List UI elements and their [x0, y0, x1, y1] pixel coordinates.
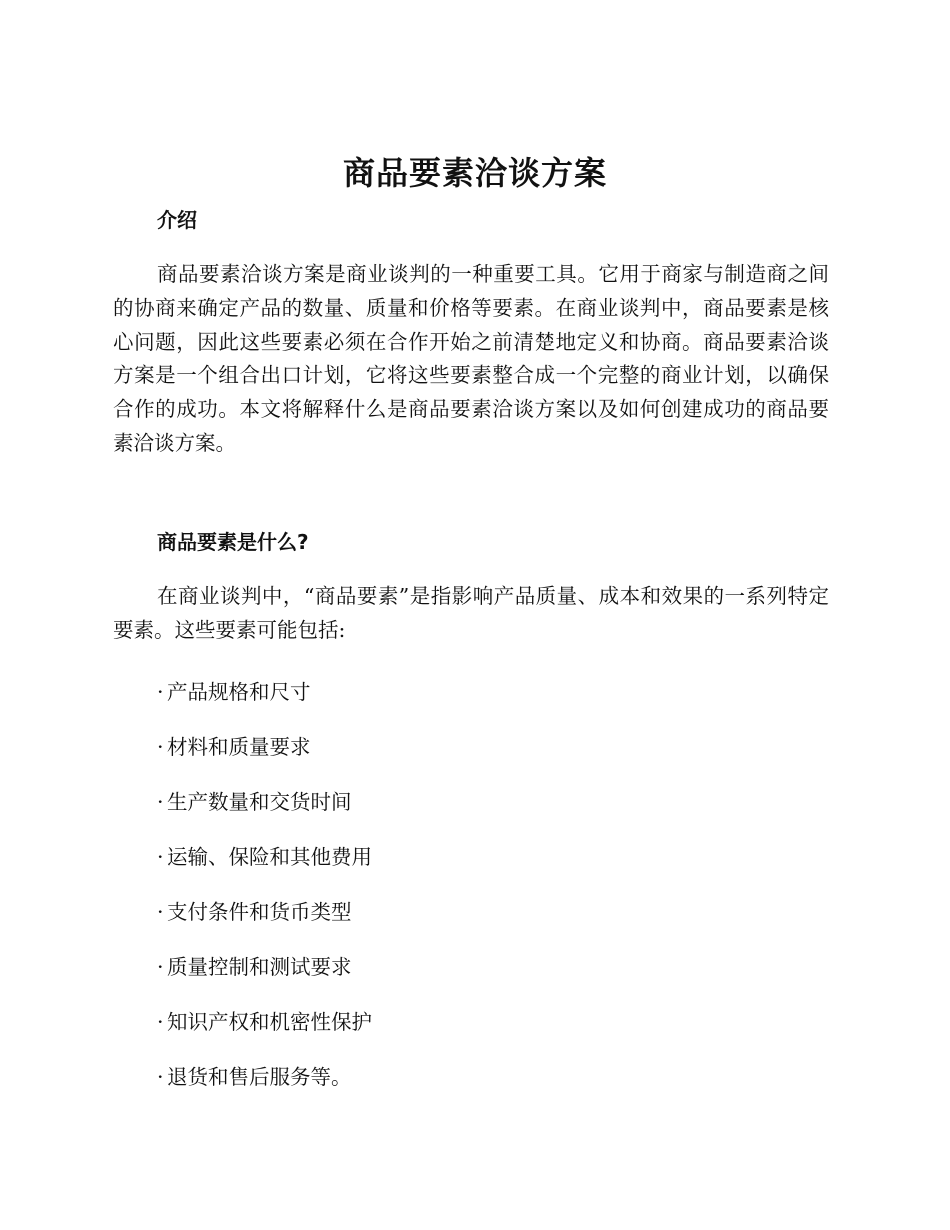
- list-item: [157, 675, 372, 730]
- list-item-text: 质量控制和测试要求: [167, 955, 352, 979]
- list-item-text: 产品规格和尺寸: [167, 680, 311, 704]
- document-title: 商品要素洽谈方案: [342, 154, 607, 192]
- bullet-marker: ·: [157, 1065, 164, 1089]
- list-item: [157, 730, 372, 785]
- list-item-text: 退货和售后服务等。: [167, 1065, 352, 1089]
- section-heading-intro: 介绍: [157, 208, 197, 232]
- list-item-text: 知识产权和机密性保护: [167, 1010, 372, 1034]
- list-item: [157, 1060, 372, 1115]
- bullet-marker: ·: [157, 790, 164, 814]
- list-item: [157, 840, 372, 895]
- list-item: [157, 1005, 372, 1060]
- bullet-marker: ·: [157, 1010, 164, 1034]
- bullet-marker: ·: [157, 955, 164, 979]
- list-item-text: 材料和质量要求: [167, 735, 311, 759]
- list-item: [157, 895, 372, 950]
- bullet-marker: ·: [157, 680, 164, 704]
- bullet-marker: ·: [157, 900, 164, 924]
- list-item: [157, 785, 372, 840]
- section-paragraph-elements: 在商业谈判中，“商品要素”是指影响产品质量、成本和效果的一系列特定要素。这些要素可能包括:: [113, 584, 829, 642]
- section-heading-elements: 商品要素是什么?: [157, 530, 309, 554]
- element-list: [157, 675, 372, 1115]
- bullet-marker: ·: [157, 735, 164, 759]
- list-item-text: 支付条件和货币类型: [167, 900, 352, 924]
- list-item-text: 运输、保险和其他费用: [167, 845, 372, 869]
- list-item: [157, 950, 372, 1005]
- list-item-text: 生产数量和交货时间: [167, 790, 352, 814]
- section-paragraph-intro: 商品要素洽谈方案是商业谈判的一种重要工具。它用于商家与制造商之间的协商来确定产品的数量、质量和价格等要素。在商业谈判中，商品要素是核心问题，因此这些要素必须在合作开始之前清楚地定义和协商。商品要素洽谈方案是一个组合出口计划，它将这些要素整合成一个完整的商业计划，以确保合作的成功。本文将解释什么是商品要素洽谈方案以及如何创建成功的商品要素洽谈方案。: [113, 262, 829, 455]
- bullet-marker: ·: [157, 845, 164, 869]
